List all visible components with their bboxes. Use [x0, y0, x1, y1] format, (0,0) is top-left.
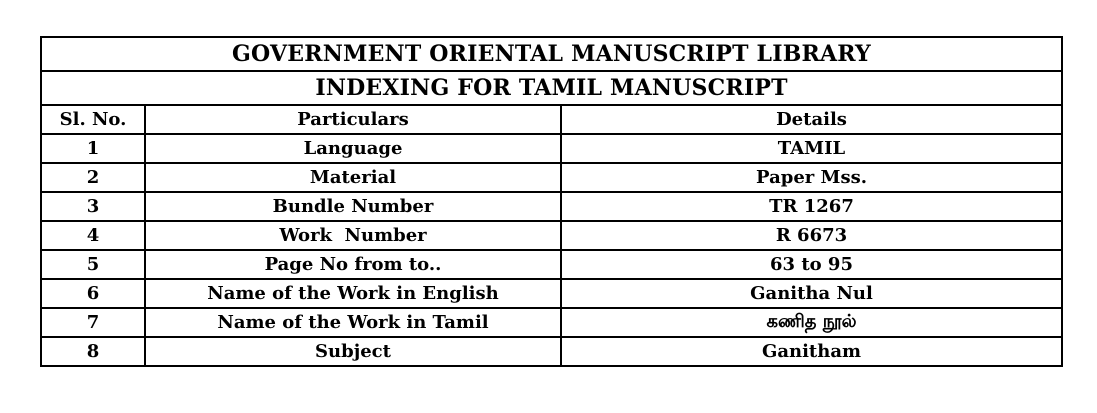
row-sl-no: 2: [41, 163, 145, 192]
manuscript-index-table: [40, 36, 1063, 367]
row-particular: Page No from to..: [145, 250, 561, 279]
column-header-particulars: Particulars: [145, 105, 561, 134]
column-header-details: Details: [561, 105, 1062, 134]
title-row: [41, 37, 1062, 71]
document-title: GOVERNMENT ORIENTAL MANUSCRIPT LIBRARY: [41, 37, 1062, 71]
row-particular: Subject: [145, 337, 561, 366]
row-particular: Bundle Number: [145, 192, 561, 221]
subtitle-row: [41, 71, 1062, 105]
row-particular: Work Number: [145, 221, 561, 250]
document-subtitle: INDEXING FOR TAMIL MANUSCRIPT: [41, 71, 1062, 105]
header-row: [41, 105, 1062, 134]
row-sl-no: 1: [41, 134, 145, 163]
table-row: [41, 279, 1062, 308]
row-sl-no: 4: [41, 221, 145, 250]
row-sl-no: 3: [41, 192, 145, 221]
row-particular: Material: [145, 163, 561, 192]
row-particular: Name of the Work in Tamil: [145, 308, 561, 337]
row-sl-no: 6: [41, 279, 145, 308]
row-detail: TR 1267: [561, 192, 1062, 221]
row-detail: TAMIL: [561, 134, 1062, 163]
table-row: [41, 192, 1062, 221]
row-detail: R 6673: [561, 221, 1062, 250]
row-detail: Ganitha Nul: [561, 279, 1062, 308]
row-detail: Ganitham: [561, 337, 1062, 366]
table-row: [41, 221, 1062, 250]
table-row: [41, 250, 1062, 279]
row-detail: கணித நூல்: [561, 308, 1062, 337]
row-sl-no: 7: [41, 308, 145, 337]
table-row: [41, 337, 1062, 366]
row-sl-no: 8: [41, 337, 145, 366]
table-row: [41, 134, 1062, 163]
table-row: [41, 308, 1062, 337]
row-detail: 63 to 95: [561, 250, 1062, 279]
row-particular: Name of the Work in English: [145, 279, 561, 308]
table-row: [41, 163, 1062, 192]
row-detail: Paper Mss.: [561, 163, 1062, 192]
column-header-sl-no: Sl. No.: [41, 105, 145, 134]
row-sl-no: 5: [41, 250, 145, 279]
row-particular: Language: [145, 134, 561, 163]
